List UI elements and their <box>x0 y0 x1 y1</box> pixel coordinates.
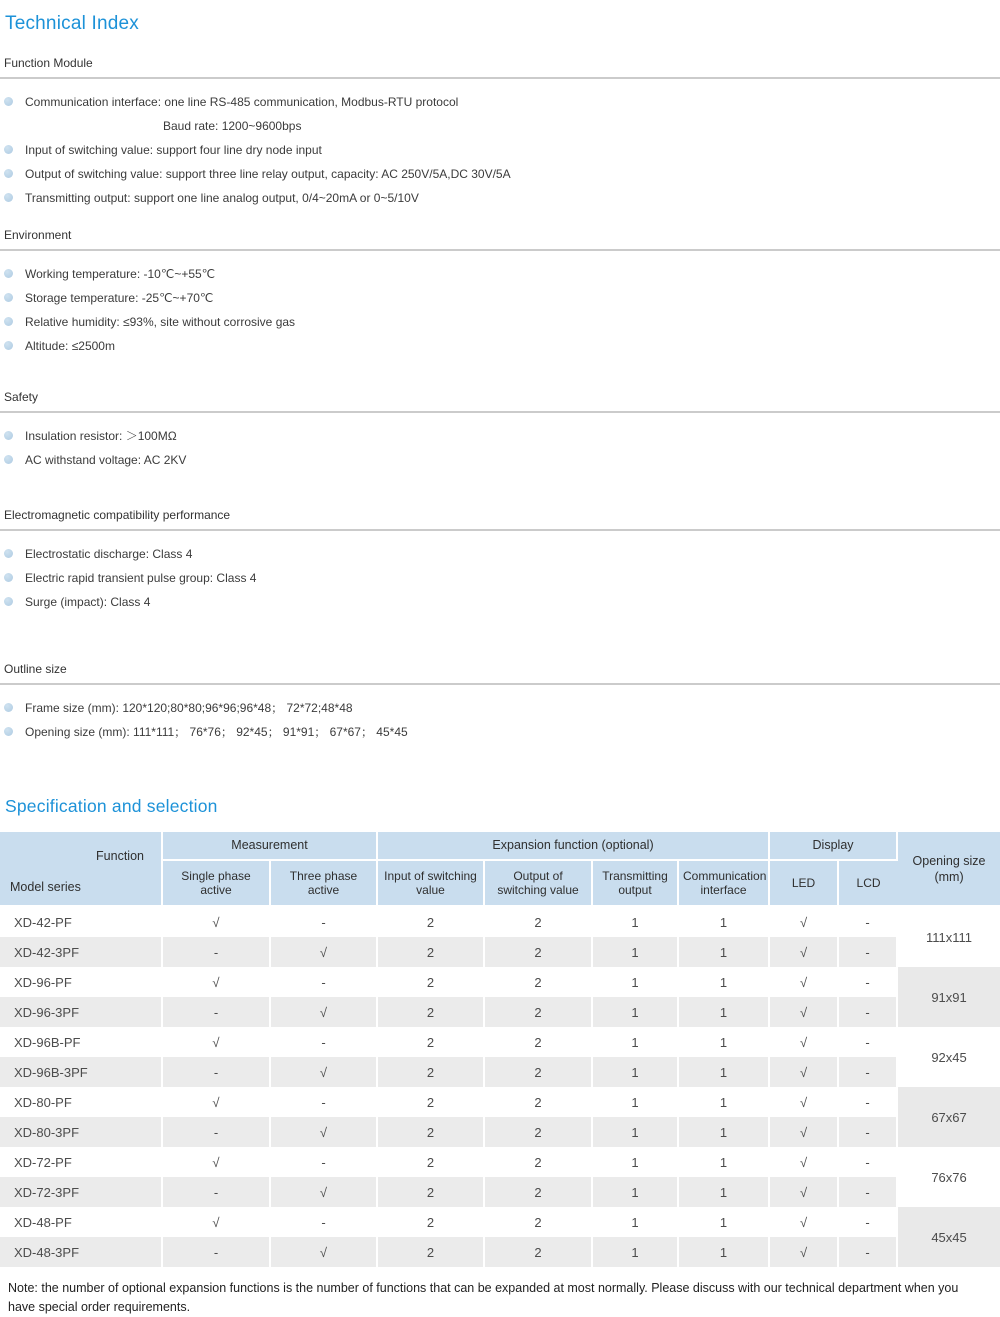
value-cell: 1 <box>679 1027 770 1057</box>
value-cell: 1 <box>593 1237 679 1267</box>
bullet-list <box>0 701 1000 739</box>
opening-size-cell: 92x45 <box>898 1027 1000 1087</box>
value-cell: - <box>163 1057 271 1087</box>
table-row <box>0 1177 1000 1207</box>
value-cell: √ <box>770 1057 839 1087</box>
value-cell: 1 <box>593 967 679 997</box>
value-cell: √ <box>770 907 839 937</box>
bullet-icon <box>4 455 13 464</box>
section-1 <box>0 228 1000 353</box>
list-item-text: Electric rapid transient pulse group: Class 4 <box>25 571 257 585</box>
value-cell: 2 <box>485 937 593 967</box>
bullet-list <box>0 95 1000 205</box>
value-cell: 1 <box>679 967 770 997</box>
value-cell: - <box>271 907 378 937</box>
value-cell: 2 <box>378 1087 485 1117</box>
table-body <box>0 907 1000 1267</box>
column-header: Single phase active <box>163 861 271 907</box>
value-cell: 2 <box>378 1207 485 1237</box>
list-item <box>0 701 1000 715</box>
value-cell: √ <box>163 967 271 997</box>
list-item-text: Storage temperature: -25℃~+70℃ <box>25 291 214 305</box>
header-group-row <box>0 832 1000 861</box>
value-cell: 2 <box>485 907 593 937</box>
section-divider <box>0 683 1000 685</box>
value-cell: 1 <box>679 1087 770 1117</box>
value-cell: 2 <box>485 1057 593 1087</box>
bullet-list <box>0 267 1000 353</box>
table-row <box>0 1237 1000 1267</box>
list-item-text: AC withstand voltage: AC 2KV <box>25 453 187 467</box>
table-row <box>0 1027 1000 1057</box>
value-cell: 1 <box>679 1117 770 1147</box>
list-item-text: Altitude: ≤2500m <box>25 339 115 353</box>
list-item-text: Opening size (mm): 111*111； 76*76； 92*45； 91*91； 67*67； 45*45 <box>25 725 408 739</box>
specification-table <box>0 832 1000 1267</box>
column-header: LCD <box>839 861 898 907</box>
list-item <box>0 119 1000 133</box>
bullet-icon <box>4 727 13 736</box>
section-divider <box>0 249 1000 251</box>
value-cell: - <box>271 967 378 997</box>
bullet-list <box>0 547 1000 609</box>
bullet-icon <box>4 431 13 440</box>
footnote: Note: the number of optional expansion functions is the number of functions that can be expanded at most normally. Please discuss with our technical department when you have special order requirements. <box>8 1281 959 1314</box>
value-cell: 1 <box>593 997 679 1027</box>
bullet-icon <box>4 573 13 582</box>
value-cell: 1 <box>679 997 770 1027</box>
value-cell: √ <box>770 997 839 1027</box>
value-cell: 1 <box>679 1177 770 1207</box>
value-cell: 2 <box>378 967 485 997</box>
bullet-icon <box>4 193 13 202</box>
value-cell: 1 <box>679 937 770 967</box>
value-cell: 2 <box>485 1087 593 1117</box>
value-cell: 2 <box>378 907 485 937</box>
model-cell: XD-96-PF <box>0 967 163 997</box>
value-cell: 2 <box>485 1237 593 1267</box>
value-cell: - <box>163 937 271 967</box>
bullet-icon <box>4 317 13 326</box>
section-divider <box>0 77 1000 79</box>
list-item <box>0 339 1000 353</box>
value-cell: - <box>839 1117 898 1147</box>
table-row <box>0 967 1000 997</box>
table-row <box>0 1057 1000 1087</box>
section-4 <box>0 662 1000 739</box>
list-item-text: Input of switching value: support four line dry node input <box>25 143 322 157</box>
value-cell: √ <box>163 1027 271 1057</box>
list-item <box>0 725 1000 739</box>
list-item-text: Relative humidity: ≤93%, site without corrosive gas <box>25 315 296 329</box>
value-cell: 1 <box>679 1147 770 1177</box>
value-cell: - <box>271 1027 378 1057</box>
list-item-text: Baud rate: 1200~9600bps <box>163 119 302 133</box>
list-item <box>0 95 1000 109</box>
table-row <box>0 937 1000 967</box>
value-cell: 2 <box>485 967 593 997</box>
column-header: Output of switching value <box>485 861 593 907</box>
section-heading: Function Module <box>4 56 93 70</box>
section-3 <box>0 508 1000 609</box>
value-cell: 1 <box>593 1147 679 1177</box>
value-cell: 2 <box>485 1207 593 1237</box>
value-cell: 1 <box>679 1237 770 1267</box>
list-item <box>0 453 1000 467</box>
page-title: Technical Index <box>5 13 139 34</box>
list-item <box>0 191 1000 205</box>
table-row <box>0 1087 1000 1117</box>
column-header: Input of switching value <box>378 861 485 907</box>
value-cell: √ <box>770 1207 839 1237</box>
column-header: LED <box>770 861 839 907</box>
value-cell: √ <box>271 1117 378 1147</box>
value-cell: - <box>839 1147 898 1177</box>
section-divider <box>0 411 1000 413</box>
value-cell: 2 <box>485 1117 593 1147</box>
value-cell: 1 <box>593 1057 679 1087</box>
list-item-text: Communication interface: one line RS-485 communication, Modbus-RTU protocol <box>25 95 459 109</box>
table-header <box>0 832 1000 907</box>
list-item <box>0 315 1000 329</box>
list-item <box>0 291 1000 305</box>
value-cell: - <box>839 1207 898 1237</box>
value-cell: - <box>839 1027 898 1057</box>
model-cell: XD-72-3PF <box>0 1177 163 1207</box>
group-header: Display <box>770 832 898 861</box>
value-cell: √ <box>770 1177 839 1207</box>
value-cell: 2 <box>485 1147 593 1177</box>
value-cell: 2 <box>378 937 485 967</box>
value-cell: 1 <box>593 1177 679 1207</box>
list-item <box>0 429 1000 443</box>
technical-sections <box>0 56 1000 739</box>
table-row <box>0 997 1000 1027</box>
value-cell: √ <box>271 1177 378 1207</box>
value-cell: √ <box>271 997 378 1027</box>
table-row <box>0 1207 1000 1237</box>
value-cell: - <box>839 937 898 967</box>
column-header: Transmitting output <box>593 861 679 907</box>
corner-function-label: Function <box>96 849 144 863</box>
value-cell: 2 <box>378 1027 485 1057</box>
value-cell: - <box>839 1237 898 1267</box>
section-divider <box>0 529 1000 531</box>
corner-cell <box>0 832 163 907</box>
bullet-icon <box>4 145 13 154</box>
list-item-text: Insulation resistor: ＞100MΩ <box>25 429 177 443</box>
opening-size-cell: 76x76 <box>898 1147 1000 1207</box>
model-cell: XD-96B-3PF <box>0 1057 163 1087</box>
value-cell: - <box>163 1177 271 1207</box>
bullet-icon <box>4 341 13 350</box>
value-cell: - <box>271 1207 378 1237</box>
value-cell: 2 <box>378 1117 485 1147</box>
value-cell: 1 <box>593 937 679 967</box>
list-item <box>0 167 1000 181</box>
specification-title: Specification and selection <box>5 796 218 816</box>
model-cell: XD-80-PF <box>0 1087 163 1117</box>
model-cell: XD-48-3PF <box>0 1237 163 1267</box>
list-item-text: Surge (impact): Class 4 <box>25 595 151 609</box>
model-cell: XD-48-PF <box>0 1207 163 1237</box>
value-cell: √ <box>770 1237 839 1267</box>
table-row <box>0 1117 1000 1147</box>
list-item <box>0 571 1000 585</box>
value-cell: 1 <box>593 907 679 937</box>
opening-size-cell: 45x45 <box>898 1207 1000 1267</box>
model-cell: XD-96-3PF <box>0 997 163 1027</box>
bullet-icon <box>4 597 13 606</box>
value-cell: 1 <box>593 1027 679 1057</box>
table-row <box>0 1147 1000 1177</box>
model-cell: XD-42-PF <box>0 907 163 937</box>
value-cell: - <box>839 907 898 937</box>
value-cell: - <box>271 1087 378 1117</box>
value-cell: √ <box>163 1087 271 1117</box>
value-cell: 1 <box>679 1207 770 1237</box>
value-cell: 1 <box>593 1117 679 1147</box>
list-item-text: Transmitting output: support one line analog output, 0/4~20mA or 0~5/10V <box>25 191 419 205</box>
opening-size-cell: 91x91 <box>898 967 1000 1027</box>
value-cell: - <box>163 1237 271 1267</box>
column-header: Communication interface <box>679 861 770 907</box>
value-cell: 2 <box>485 1027 593 1057</box>
value-cell: 2 <box>378 1177 485 1207</box>
bullet-icon <box>4 703 13 712</box>
list-item-text: Output of switching value: support three line relay output, capacity: AC 250V/5A,DC 30V/5A <box>25 167 511 181</box>
value-cell: - <box>271 1147 378 1177</box>
value-cell: √ <box>770 1087 839 1117</box>
list-item-text: Electrostatic discharge: Class 4 <box>25 547 193 561</box>
value-cell: √ <box>770 937 839 967</box>
value-cell: 2 <box>485 997 593 1027</box>
value-cell: - <box>163 997 271 1027</box>
bullet-icon <box>4 169 13 178</box>
group-header: Expansion function (optional) <box>378 832 770 861</box>
model-cell: XD-96B-PF <box>0 1027 163 1057</box>
value-cell: - <box>839 1177 898 1207</box>
section-heading: Safety <box>4 390 39 404</box>
value-cell: √ <box>163 1147 271 1177</box>
value-cell: 1 <box>679 907 770 937</box>
value-cell: √ <box>271 1057 378 1087</box>
value-cell: 1 <box>593 1087 679 1117</box>
value-cell: √ <box>163 1207 271 1237</box>
value-cell: 2 <box>378 1057 485 1087</box>
value-cell: √ <box>163 907 271 937</box>
value-cell: 2 <box>378 1147 485 1177</box>
value-cell: 2 <box>485 1177 593 1207</box>
list-item <box>0 143 1000 157</box>
list-item <box>0 267 1000 281</box>
model-cell: XD-80-3PF <box>0 1117 163 1147</box>
bullet-icon <box>4 549 13 558</box>
bullet-icon <box>4 97 13 106</box>
value-cell: 2 <box>378 1237 485 1267</box>
value-cell: - <box>839 1087 898 1117</box>
bullet-icon <box>4 293 13 302</box>
bullet-icon <box>4 269 13 278</box>
value-cell: √ <box>770 1117 839 1147</box>
value-cell: √ <box>770 1147 839 1177</box>
value-cell: 2 <box>378 997 485 1027</box>
opening-size-header: Opening size (mm) <box>898 832 1000 907</box>
section-heading: Environment <box>4 228 72 242</box>
value-cell: 1 <box>593 1207 679 1237</box>
bullet-list <box>0 429 1000 467</box>
value-cell: - <box>839 997 898 1027</box>
opening-size-cell: 67x67 <box>898 1087 1000 1147</box>
list-item <box>0 595 1000 609</box>
value-cell: - <box>163 1117 271 1147</box>
page <box>0 13 1000 1317</box>
value-cell: - <box>839 967 898 997</box>
table-row <box>0 907 1000 937</box>
value-cell: √ <box>770 967 839 997</box>
model-cell: XD-72-PF <box>0 1147 163 1177</box>
group-header: Measurement <box>163 832 378 861</box>
column-header: Three phase active <box>271 861 378 907</box>
section-0 <box>0 56 1000 205</box>
list-item-text: Working temperature: -10℃~+55℃ <box>25 267 216 281</box>
opening-size-cell: 111x111 <box>898 907 1000 967</box>
corner-model-series-label: Model series <box>10 880 81 894</box>
list-item-text: Frame size (mm): 120*120;80*80;96*96;96*48； 72*72;48*48 <box>25 701 353 715</box>
model-cell: XD-42-3PF <box>0 937 163 967</box>
value-cell: √ <box>271 1237 378 1267</box>
section-2 <box>0 390 1000 467</box>
list-item <box>0 547 1000 561</box>
value-cell: - <box>839 1057 898 1087</box>
section-heading: Electromagnetic compatibility performance <box>4 508 231 522</box>
value-cell: 1 <box>679 1057 770 1087</box>
value-cell: √ <box>271 937 378 967</box>
value-cell: √ <box>770 1027 839 1057</box>
section-heading: Outline size <box>4 662 67 676</box>
